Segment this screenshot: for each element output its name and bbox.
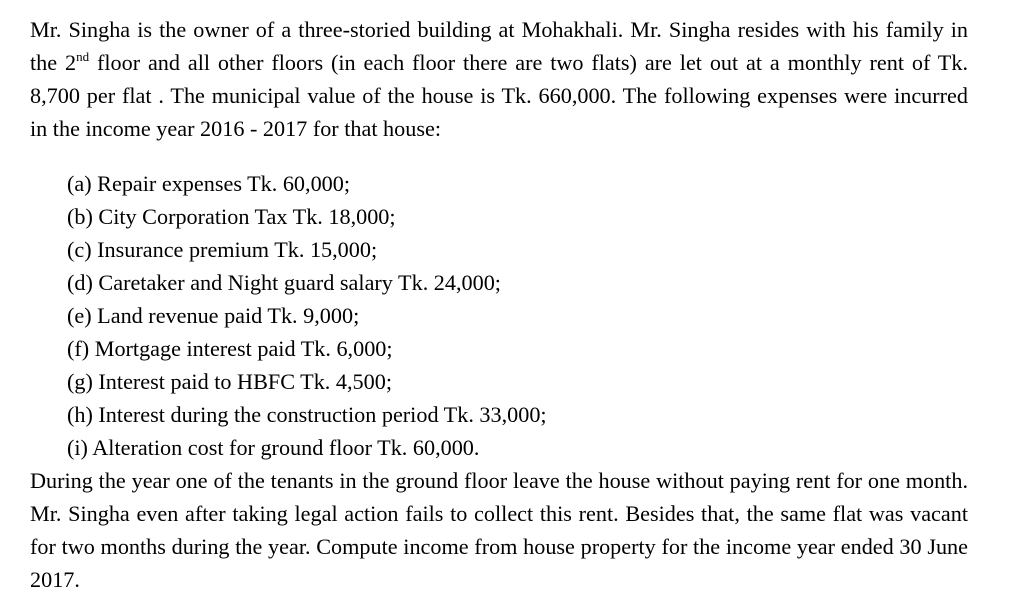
expense-item-a: (a) Repair expenses Tk. 60,000;: [67, 171, 351, 196]
expense-item-b: (b) City Corporation Tax Tk. 18,000;: [67, 204, 396, 229]
floor-ordinal-suffix: nd: [76, 49, 90, 64]
expense-list: [67, 167, 547, 464]
intro-text-part1: Mr. Singha is the owner of a three-storied building at Mohakhali. Mr. Singha resides with his family in the: [30, 17, 968, 75]
expense-item-d: (d) Caretaker and Night guard salary Tk. 24,000;: [67, 270, 501, 295]
expense-item-e: (e) Land revenue paid Tk. 9,000;: [67, 303, 360, 328]
expense-item-c: (c) Insurance premium Tk. 15,000;: [67, 237, 378, 262]
expense-item-h: (h) Interest during the construction period Tk. 33,000;: [67, 402, 547, 427]
expense-item-g: (g) Interest paid to HBFC Tk. 4,500;: [67, 369, 392, 394]
problem-outro-paragraph: During the year one of the tenants in the ground floor leave the house without paying rent for one month. Mr. Singha even after taking legal action fails to collect this rent. Besides that, the same flat was vacant for two months during the year. Compute income from house property for the income year ended 30 June 2017.: [30, 468, 968, 592]
expense-item-f: (f) Mortgage interest paid Tk. 6,000;: [67, 336, 393, 361]
expense-item-i: (i) Alteration cost for ground floor Tk. 60,000.: [67, 435, 480, 460]
problem-intro-paragraph: [30, 13, 968, 145]
floor-number: 2: [64, 50, 77, 75]
intro-text-part2: floor and all other floors (in each floor there are two flats) are let out at a monthly rent of Tk. 8,700 per flat . The municipal value of the house is Tk. 660,000. The following expenses were incurred in the income year 2016 - 2017 for that house:: [30, 50, 969, 141]
